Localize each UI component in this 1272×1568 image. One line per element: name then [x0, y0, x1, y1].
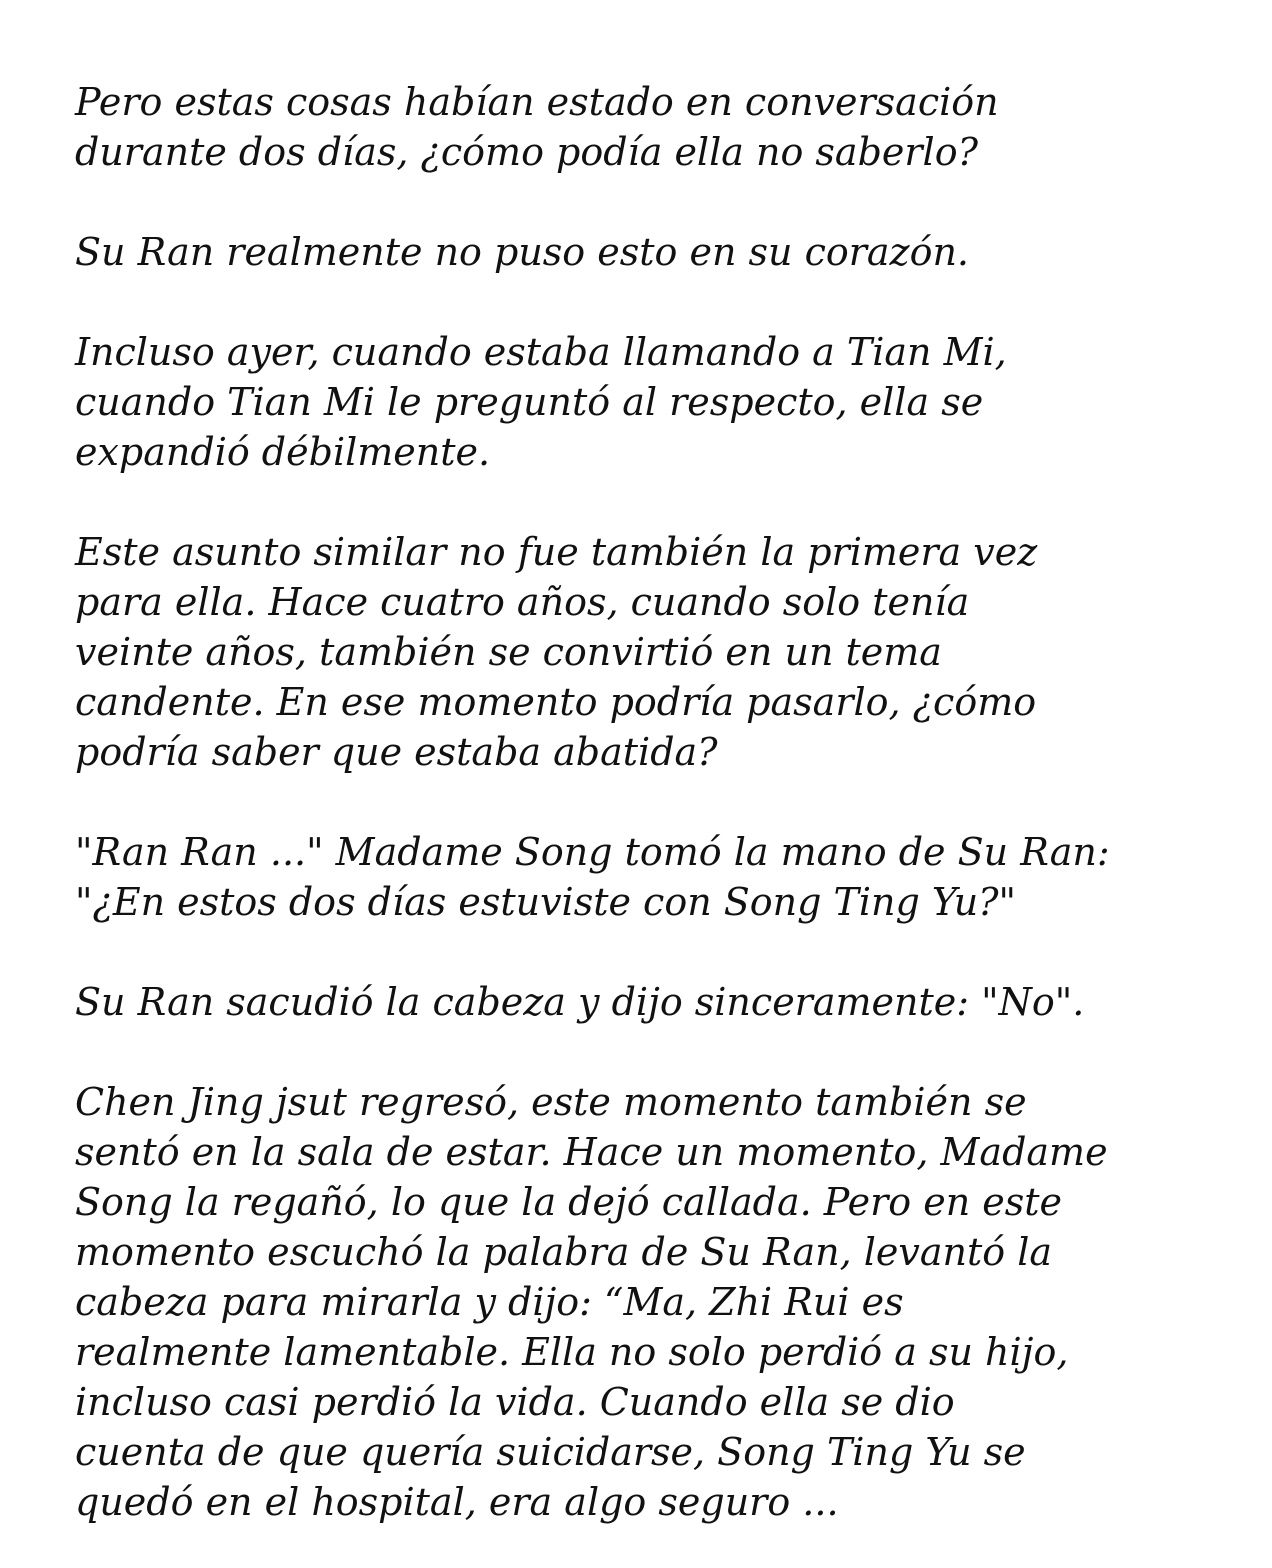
text-line: podría saber que estaba abatida? — [75, 730, 718, 774]
text-body — [75, 77, 1225, 1527]
text-line: para ella. Hace cuatro años, cuando solo tenía — [75, 580, 970, 624]
paragraph-7 — [75, 1077, 1225, 1527]
paragraph-1 — [75, 77, 1225, 177]
text-line: "¿En estos dos días estuviste con Song Ting Yu?" — [75, 880, 1017, 924]
text-line: Pero estas cosas habían estado en conversación — [75, 80, 999, 124]
text-line: Chen Jing jsut regresó, este momento también se — [75, 1080, 1027, 1124]
paragraph-3 — [75, 327, 1225, 477]
text-line: Incluso ayer, cuando estaba llamando a Tian Mi, — [75, 330, 1007, 374]
text-line: "Ran Ran ..." Madame Song tomó la mano de Su Ran: — [75, 830, 1110, 874]
text-line: Su Ran realmente no puso esto en su corazón. — [75, 230, 970, 274]
text-line: sentó en la sala de estar. Hace un momento, Madame — [75, 1130, 1108, 1174]
paragraph-4 — [75, 527, 1225, 777]
text-line: expandió débilmente. — [75, 430, 491, 474]
paragraph-6 — [75, 977, 1225, 1027]
text-line: cabeza para mirarla y dijo: “Ma, Zhi Rui es — [75, 1280, 904, 1324]
text-line: veinte años, también se convirtió en un tema — [75, 630, 942, 674]
text-line: cuenta de que quería suicidarse, Song Ting Yu se — [75, 1430, 1026, 1474]
paragraph-2 — [75, 227, 1225, 277]
text-line: quedó en el hospital, era algo seguro ... — [75, 1480, 839, 1524]
paragraph-5 — [75, 827, 1225, 927]
text-line: Song la regañó, lo que la dejó callada. Pero en este — [75, 1180, 1063, 1224]
text-line: candente. En ese momento podría pasarlo, ¿cómo — [75, 680, 1037, 724]
text-line: cuando Tian Mi le preguntó al respecto, ella se — [75, 380, 984, 424]
text-line: momento escuchó la palabra de Su Ran, levantó la — [75, 1230, 1053, 1274]
text-line: Su Ran sacudió la cabeza y dijo sinceramente: "No". — [75, 980, 1085, 1024]
text-line: realmente lamentable. Ella no solo perdió a su hijo, — [75, 1330, 1069, 1374]
text-line: durante dos días, ¿cómo podía ella no saberlo? — [75, 130, 978, 174]
text-line: Este asunto similar no fue también la primera vez — [75, 530, 1038, 574]
text-line: incluso casi perdió la vida. Cuando ella se dio — [75, 1380, 955, 1424]
